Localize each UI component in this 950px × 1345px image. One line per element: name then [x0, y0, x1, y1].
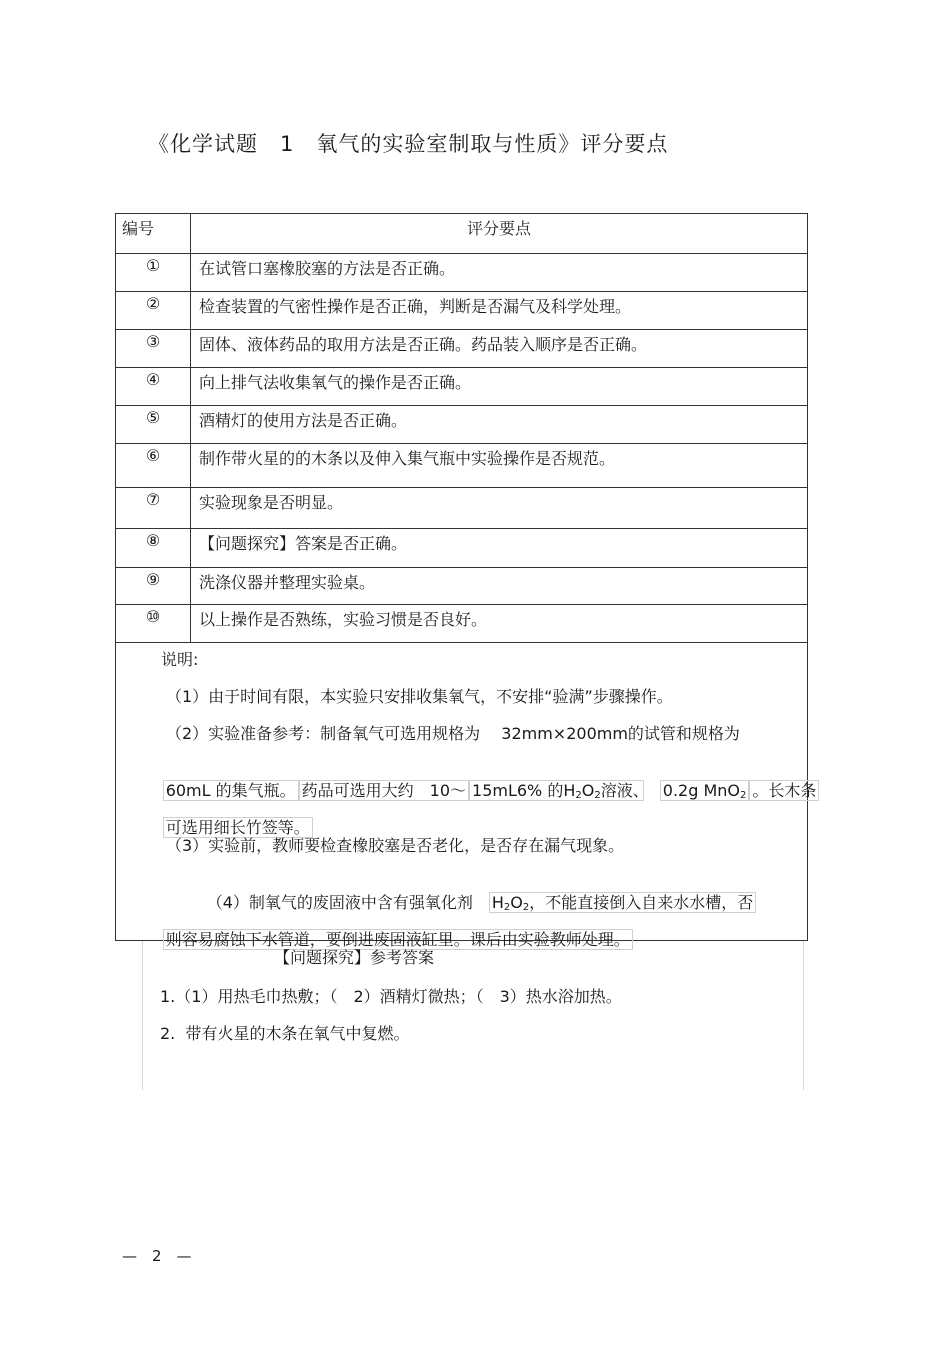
table-row [116, 529, 808, 568]
header-scoring-points: 评分要点 [191, 214, 808, 254]
table-row [116, 568, 808, 605]
row-text: 以上操作是否熟练，实验习惯是否良好。 [191, 605, 808, 643]
page-title: 《化学试题 1 氧气的实验室制取与性质》评分要点 [148, 132, 669, 156]
row-text: 【问题探究】答案是否正确。 [191, 529, 808, 568]
note-2-mno2: 0.2g MnO$_2$ [660, 780, 750, 801]
row-number: ⑧ [116, 529, 191, 568]
note-2-h2o2: 15mL6% 的$H_2O_2$溶液、 [469, 780, 644, 801]
notes-row [116, 643, 808, 941]
table-row [116, 368, 808, 406]
row-number: ① [116, 254, 191, 292]
notes-cell [116, 643, 817, 949]
row-text: 洗涤仪器并整理实验桌。 [191, 568, 808, 605]
table-row [116, 488, 808, 529]
row-number: ② [116, 292, 191, 330]
answers-heading: 【问题探究】参考答案 [274, 948, 435, 967]
table-row [116, 444, 808, 488]
answer-1: 1.（1）用热毛巾热敷；（ 2）酒精灯微热；（ 3）热水浴加热。 [160, 987, 622, 1006]
row-text: 向上排气法收集氧气的操作是否正确。 [191, 368, 808, 406]
margin-line-right [803, 940, 804, 1090]
table-header-row [116, 214, 808, 254]
note-4-h2o2: $H_2O_2$，不能直接倒入自来水水槽，否 [489, 892, 756, 913]
row-text: 在试管口塞橡胶塞的方法是否正确。 [191, 254, 808, 292]
row-number: ⑥ [116, 444, 191, 488]
header-number: 编号 [116, 214, 191, 254]
table-row [116, 605, 808, 643]
table-row [116, 406, 808, 444]
notes-heading: 说明: [161, 650, 199, 669]
note-4-line-1: （4）制氧气的废固液中含有强氧化剂 $H_2O_2$，不能直接倒入自来水水槽，否 [166, 871, 756, 932]
scoring-table [115, 213, 817, 949]
note-2-line-3: 可选用细长竹签等。 [122, 796, 313, 857]
note-2-amount: 药品可选用大约 10～ [299, 780, 469, 801]
row-text: 实验现象是否明显。 [191, 488, 808, 529]
answer-2: 2. 带有火星的木条在氧气中复燃。 [160, 1024, 410, 1043]
row-text: 检查装置的气密性操作是否正确，判断是否漏气及科学处理。 [191, 292, 808, 330]
table-row [116, 330, 808, 368]
row-number: ④ [116, 368, 191, 406]
note-3: （3）实验前，教师要检查橡胶塞是否老化，是否存在漏气现象。 [166, 836, 625, 855]
row-number: ⑩ [116, 605, 191, 643]
row-number: ⑦ [116, 488, 191, 529]
note-1: （1）由于时间有限，本实验只安排收集氧气，不安排“验满”步骤操作。 [166, 687, 673, 706]
table-row [116, 292, 808, 330]
row-number: ⑨ [116, 568, 191, 605]
note-2-line-1: （2）实验准备参考：制备氧气可选用规格为 32mm×200mm的试管和规格为 [166, 724, 740, 743]
note-4-line-2: 则容易腐蚀下水管道，要倒进废固液缸里。课后由实验教师处理。 [122, 908, 633, 969]
row-text: 制作带火星的的木条以及伸入集气瓶中实验操作是否规范。 [191, 444, 808, 488]
row-number: ⑤ [116, 406, 191, 444]
note-2-jar-spec: 60mL 的集气瓶。 [163, 780, 299, 801]
page-number: — 2 — [122, 1247, 192, 1265]
row-text: 固体、液体药品的取用方法是否正确。药品装入顺序是否正确。 [191, 330, 808, 368]
table-row [116, 254, 808, 292]
row-number: ③ [116, 330, 191, 368]
note-2-stick: 。长木条 [749, 780, 819, 801]
row-text: 酒精灯的使用方法是否正确。 [191, 406, 808, 444]
